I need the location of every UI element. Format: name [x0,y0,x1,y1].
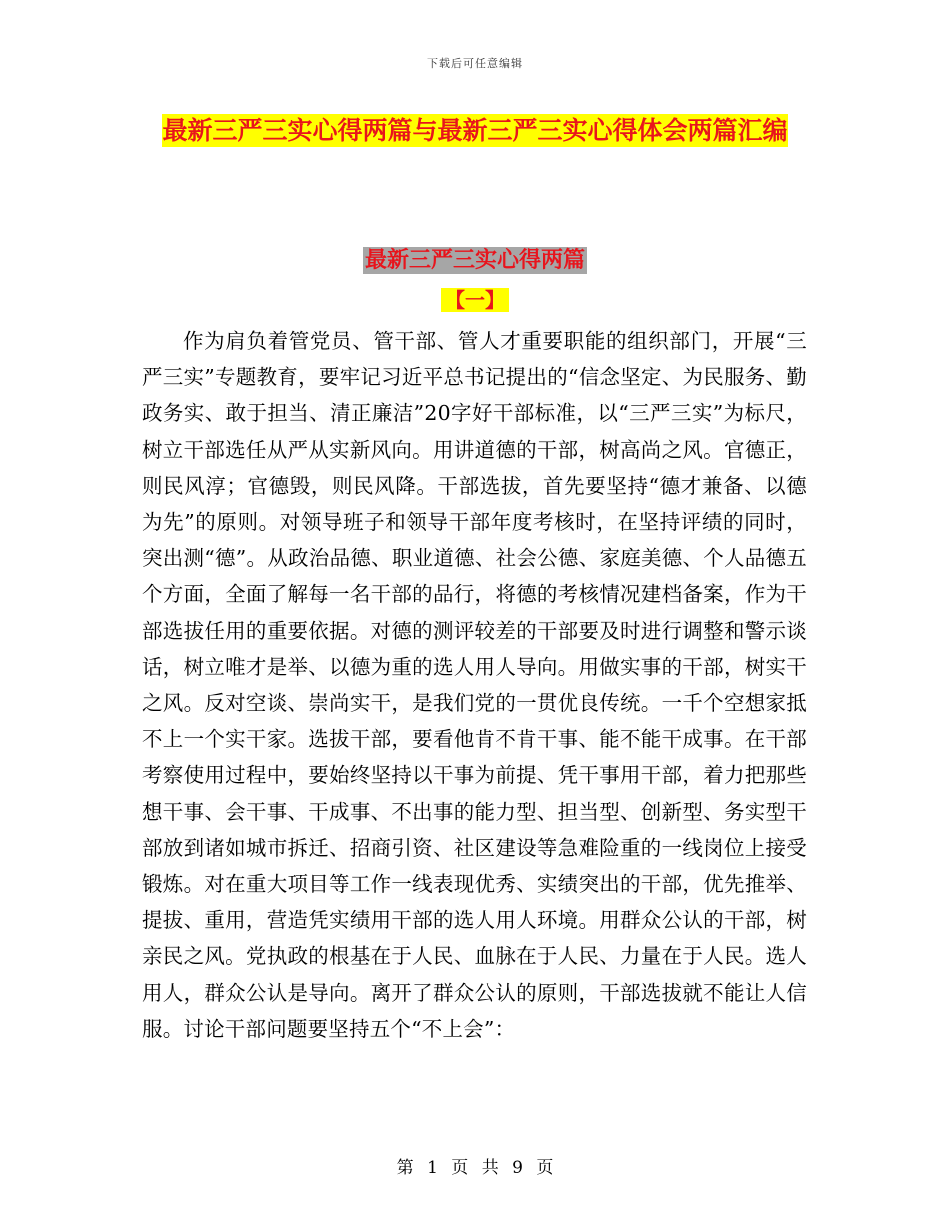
document-title-text: 最新三严三实心得两篇与最新三严三实心得体会两篇汇编 [162,116,788,145]
page-header-note: 下载后可任意编辑 [427,57,523,70]
section-title-text: 最新三严三实心得两篇 [364,248,585,273]
part-label-text: 【一】 [441,288,509,312]
body-paragraph: 作为肩负着管党员、管干部、管人才重要职能的组织部门，开展“三严三实”专题教育，要牢记习近平总书记提出的“信念坚定、为民服务、勤政务实、敢于担当、清正廉洁”20字好干部标准，以“三严三实”为标尺，树立干部选任从严从实新风向。用讲道德的干部，树高尚之风。官德正，则民风淳；官德毁，则民风降。干部选拔，首先要坚持“德才兼备、以德为先”的原则。对领导班子和领导干部年度考核时，在坚持评绩的同时，突出测“德”。从政治品德、职业道德、社会公德、家庭美德、个人品德五个方面，全面了解每一名干部的品行，将德的考核情况建档备案，作为干部选拔任用的重要依据。对德的测评较差的干部要及时进行调整和警示谈话，树立唯才是举、以德为重的选人用人导向。用做实事的干部，树实干之风。反对空谈、崇尚实干，是我们党的一贯优良传统。一千个空想家抵不上一个实干家。选拔干部，要看他肯不肯干事、能不能干成事。在干部考察使用过程中，要始终坚持以干事为前提、凭干事用干部，着力把那些想干事、会干事、干成事、不出事的能力型、担当型、创新型、务实型干部放到诸如城市拆迁、招商引资、社区建设等急难险重的一线岗位上接受锻炼。对在重大项目等工作一线表现优秀、实绩突出的干部，优先推举、提拔、重用，营造凭实绩用干部的选人用人环境。用群众公认的干部，树亲民之风。党执政的根基在于人民、血脉在于人民、力量在于人民。选人用人，群众公认是导向。离开了群众公认的原则，干部选拔就不能让人信服。讨论干部问题要坚持五个“不上会”： [142,329,807,1041]
document-title [140,108,810,154]
section-title [0,246,950,276]
page-number-footer: 第 1 页 共 9 页 [396,1158,554,1178]
part-label [0,286,950,314]
